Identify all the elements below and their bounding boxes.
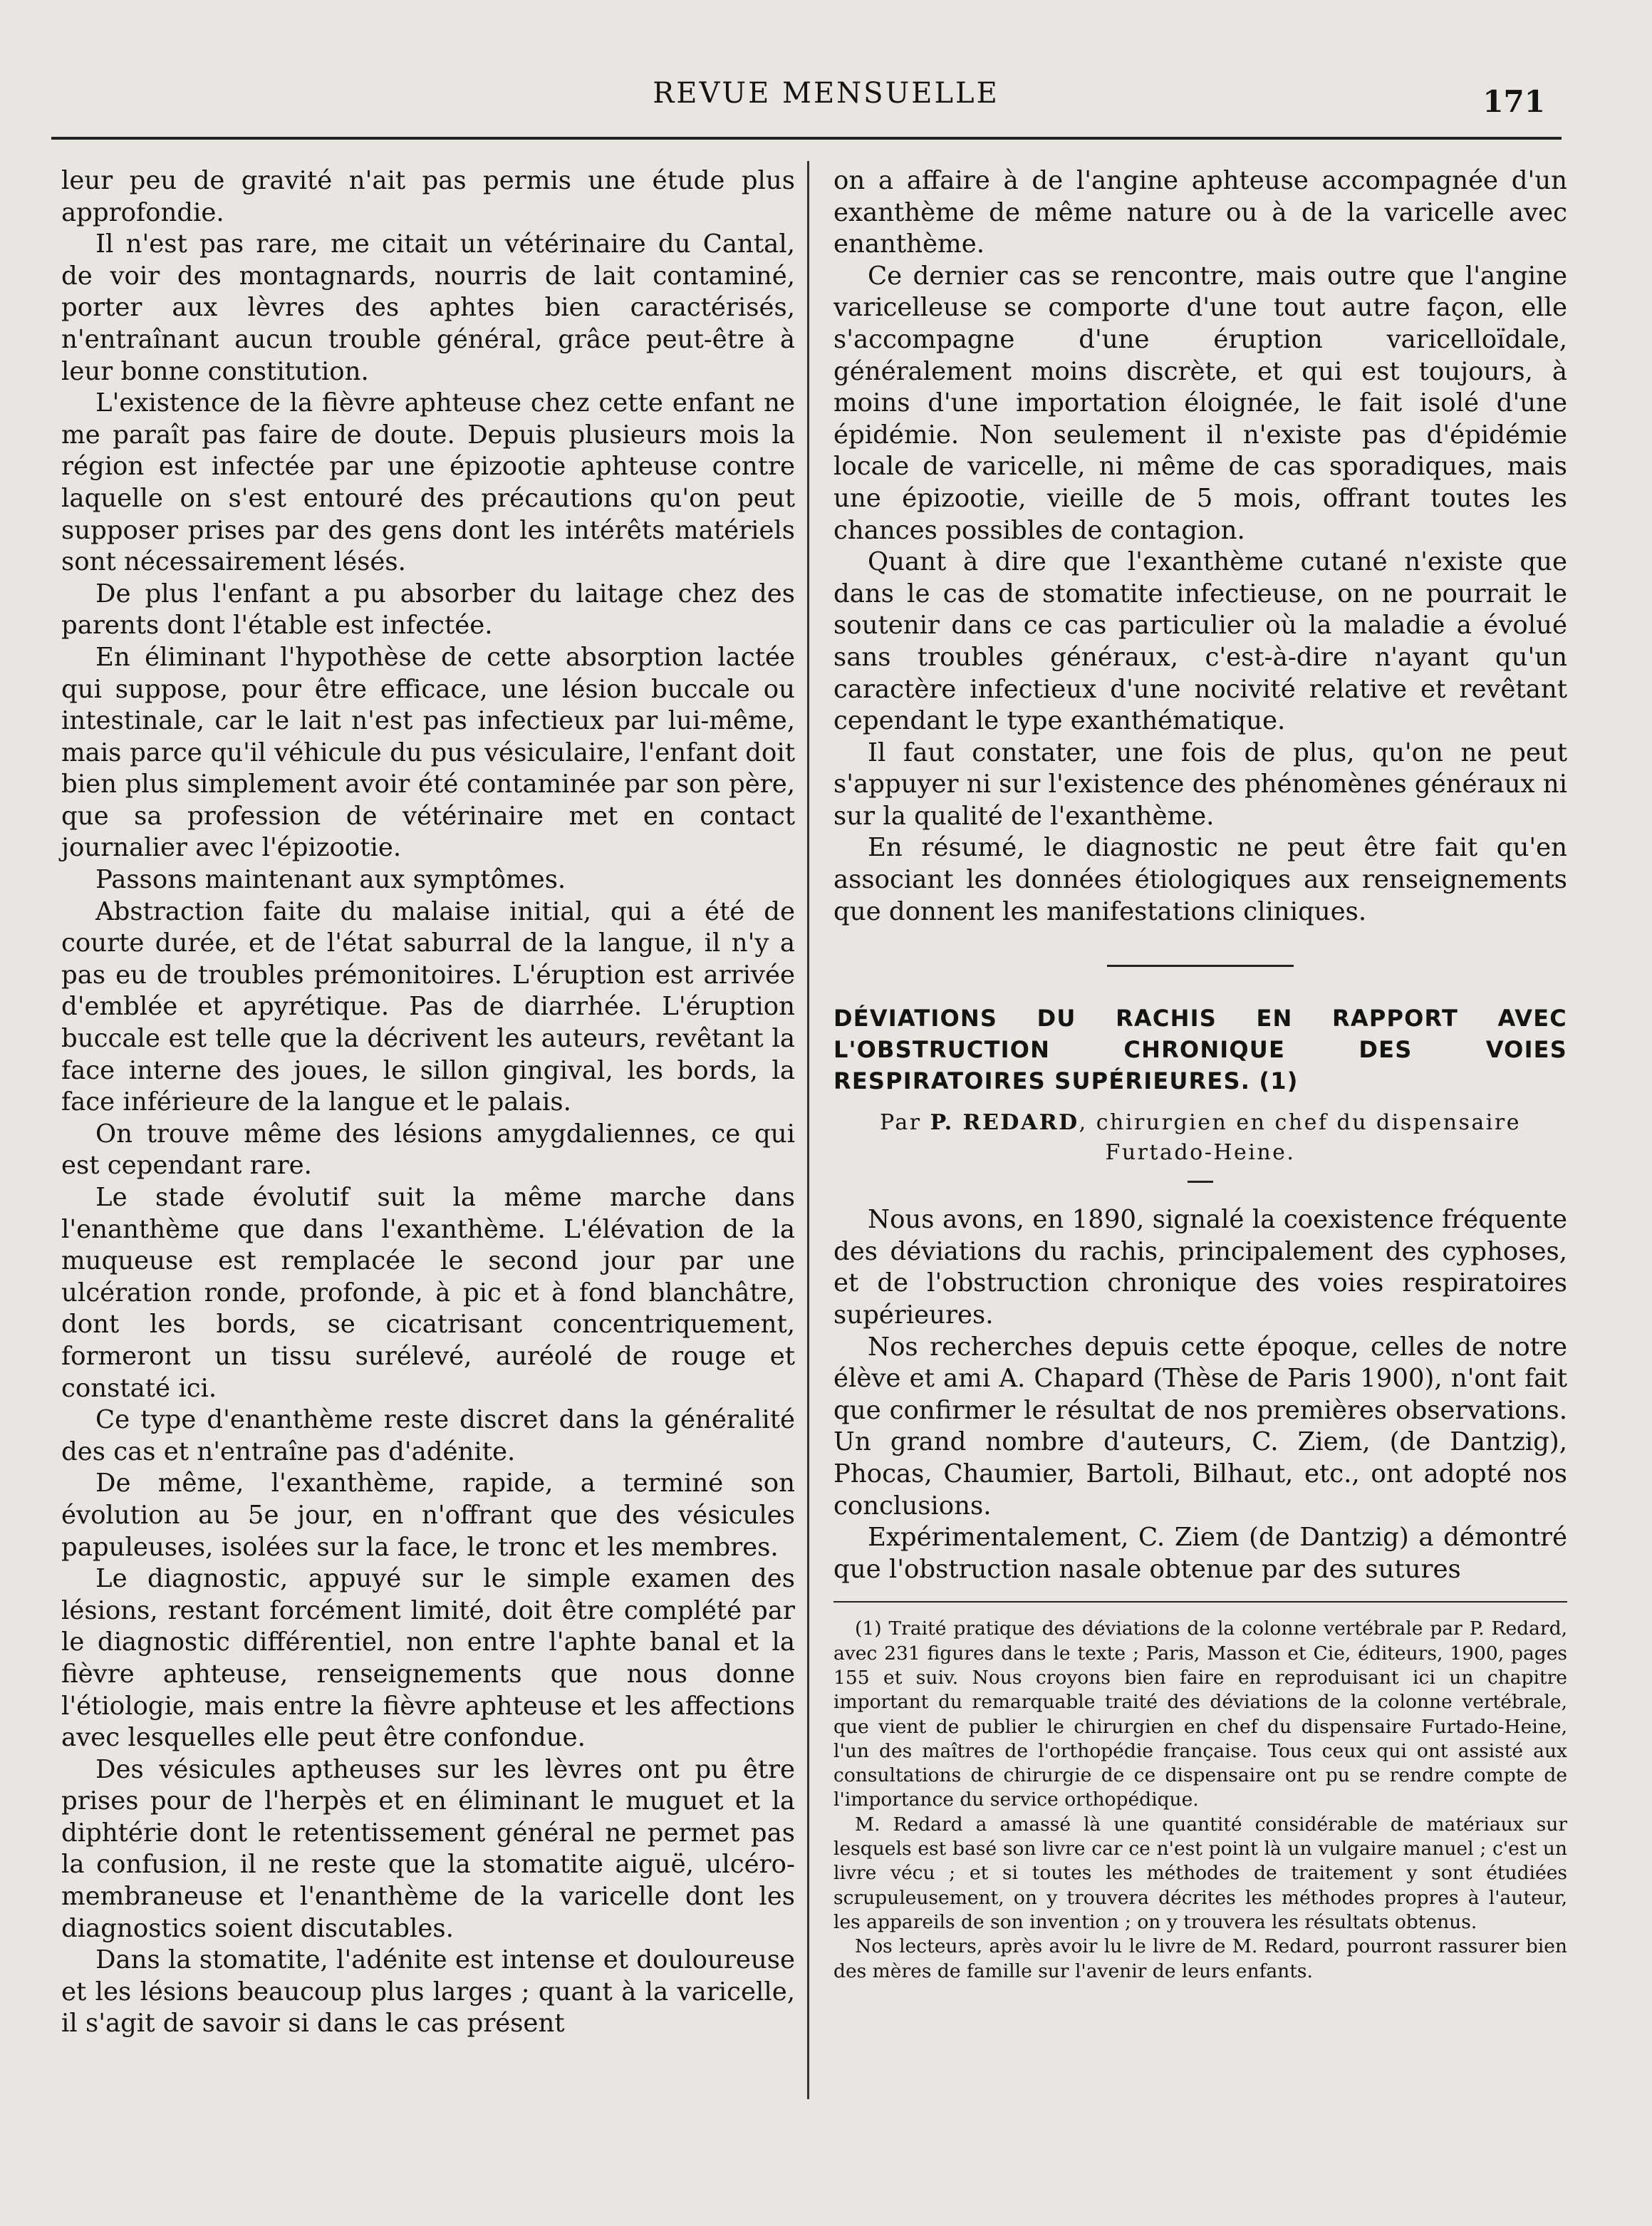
paragraph: Abstraction faite du malaise initial, qui a été de courte durée, et de l'état saburral de la langue, il n'y a pas eu de troubles prémonitoires. L'éruption est arrivée d'emblée et apyrétique. Pas de diarrhée. L'éruption buccale est telle que la décrivent les auteurs, revêtant la face interne des joues, le sillon gingival, les bords, la face inférieure de la langue et le palais. bbox=[61, 896, 795, 1117]
column-divider bbox=[807, 161, 809, 2099]
paragraph: Nos recherches depuis cette époque, celles de notre élève et ami A. Chapard (Thèse de Paris 1900), n'ont fait que confirmer le résultat de nos premières observations. Un grand nombre d'auteurs, C. Ziem, (de Dantzig), Phocas, Chaumier, Bartoli, Bilhaut, etc., ont adopté nos conclusions. bbox=[833, 1332, 1567, 1521]
author-affiliation: , chirurgien en chef du dispensaire Furtado-Heine. bbox=[1079, 1110, 1521, 1166]
paragraph: Dans la stomatite, l'adénite est intense et douloureuse et les lésions beaucoup plus larges ; quant à la varicelle, il s'agit de savoir si dans le cas présent bbox=[61, 1945, 795, 2039]
paragraph: on a affaire à de l'angine aphteuse accompagnée d'un exanthème de même nature ou à de la varicelle avec enanthème. bbox=[833, 166, 1567, 259]
left-column bbox=[61, 165, 795, 2040]
header-rule bbox=[51, 137, 1562, 140]
byline-dash bbox=[1188, 1181, 1213, 1183]
right-column bbox=[833, 165, 1567, 1984]
running-header: REVUE MENSUELLE bbox=[653, 77, 999, 110]
author-byline bbox=[833, 1108, 1567, 1168]
paragraph: leur peu de gravité n'ait pas permis une étude plus approfondie. bbox=[61, 166, 795, 227]
paragraph: On trouve même des lésions amygdaliennes, ce qui est cependant rare. bbox=[61, 1119, 795, 1181]
author-name: P. REDARD bbox=[930, 1110, 1079, 1136]
footnote-rule bbox=[833, 1601, 1567, 1603]
paragraph: Ce dernier cas se rencontre, mais outre que l'angine varicelleuse se comporte d'une tout autre façon, elle s'accompagne d'une éruption varicelloïdale, généralement moins discrète, et qui est toujours, à moins d'une importation éloignée, le fait isolé d'une épidémie. Non seulement il n'existe pas d'épidémie locale de varicelle, ni même de cas sporadiques, mais une épizootie, vieille de 5 mois, offrant toutes les chances possibles de contagion. bbox=[833, 261, 1567, 545]
paragraph: Quant à dire que l'exanthème cutané n'existe que dans le cas de stomatite infectieuse, on ne pourrait le soutenir dans ce cas particulier où la maladie a évolué sans troubles généraux, c'est-à-dire n'ayant qu'un caractère infectieux d'une nocivité relative et revêtant cependant le type exanthématique. bbox=[833, 547, 1567, 736]
paragraph: L'existence de la fièvre aphteuse chez cette enfant ne me paraît pas faire de doute. Depuis plusieurs mois la région est infectée par une épizootie aphteuse contre laquelle on s'est entouré des précautions qu'on peut supposer prises par des gens dont les intérêts matériels sont nécessairement lésés. bbox=[61, 388, 795, 577]
paragraph: Le stade évolutif suit la même marche dans l'enanthème que dans l'exanthème. L'élévation de la muqueuse est remplacée le second jour par une ulcération ronde, profonde, à pic et à fond blanchâtre, dont les bords, se cicatrisant concentriquement, formeront un tissu surélevé, auréolé de rouge et constaté ici. bbox=[61, 1183, 795, 1403]
paragraph: Il n'est pas rare, me citait un vétérinaire du Cantal, de voir des montagnards, nourris de lait contaminé, porter aux lèvres des aphtes bien caractérisés, n'entraînant aucun trouble général, grâce peut-être à leur bonne constitution. bbox=[61, 229, 795, 386]
paragraph: En éliminant l'hypothèse de cette absorption lactée qui suppose, pour être efficace, une lésion buccale ou intestinale, car le lait n'est pas infectieux par lui-même, mais parce qu'il véhicule du pus vésiculaire, l'enfant doit bien plus simplement avoir été contaminée par son père, que sa profession de vétérinaire met en contact journalier avec l'épizootie. bbox=[61, 642, 795, 863]
footnote: (1) Traité pratique des déviations de la colonne vertébrale par P. Redard, avec 231 figures dans le texte ; Paris, Masson et Cie, éditeurs, 1900, pages 155 et suiv. Nous croyons bien faire en reproduisant ici un chapitre important du remarquable traité des déviations de la colonne vertébrale, que vient de publier le chirurgien en chef du dispensaire Furtado-Heine, l'un des maîtres de l'orthopédie française. Tous ceux qui ont assisté aux consultations de chirurgie de ce dispensaire ont pu se rendre compte de l'importance du service orthopédique. bbox=[833, 1617, 1567, 1811]
paragraph: De plus l'enfant a pu absorber du laitage chez des parents dont l'étable est infectée. bbox=[61, 579, 795, 641]
paragraph: Expérimentalement, C. Ziem (de Dantzig) a démontré que l'obstruction nasale obtenue par des sutures bbox=[833, 1523, 1567, 1584]
section-separator bbox=[1107, 965, 1294, 967]
article-title: DÉVIATIONS DU RACHIS EN RAPPORT AVEC L'OBSTRUCTION CHRONIQUE DES VOIES RESPIRATOIRES SUPÉRIEURES. (1) bbox=[833, 1005, 1567, 1095]
paragraph: Ce type d'enanthème reste discret dans la généralité des cas et n'entraîne pas d'adénite. bbox=[61, 1405, 795, 1466]
paragraph: Passons maintenant aux symptômes. bbox=[95, 865, 566, 895]
paragraph: Nous avons, en 1890, signalé la coexistence fréquente des déviations du rachis, principalement des cyphoses, et de l'obstruction chronique des voies respiratoires supérieures. bbox=[833, 1205, 1567, 1330]
footnote: Nos lecteurs, après avoir lu le livre de M. Redard, pourront rassurer bien des mères de famille sur l'avenir de leurs enfants. bbox=[833, 1935, 1567, 1982]
paragraph: Des vésicules aptheuses sur les lèvres ont pu être prises pour de l'herpès et en éliminant le muguet et la diphtérie dont le retentissement général ne permet pas la confusion, il ne reste que la stomatite aiguë, ulcéro-membraneuse et l'enanthème de la varicelle dont les diagnostics soient discutables. bbox=[61, 1754, 795, 1943]
footnote: M. Redard a amassé là une quantité considérable de matériaux sur lesquels est basé son livre car ce n'est point là un vulgaire manuel ; c'est un livre vécu ; et si toutes les méthodes de traitement y sont étudiées scrupuleusement, on y trouvera décrites les méthodes propres à l'auteur, les appareils de son invention ; on y trouvera les résultats obtenus. bbox=[833, 1813, 1567, 1933]
paragraph: En résumé, le diagnostic ne peut être fait qu'en associant les données étiologiques aux renseignements que donnent les manifestations cliniques. bbox=[833, 833, 1567, 926]
paragraph: Il faut constater, une fois de plus, qu'on ne peut s'appuyer ni sur l'existence des phénomènes généraux ni sur la qualité de l'exanthème. bbox=[833, 737, 1567, 831]
author-prefix: Par bbox=[880, 1110, 922, 1136]
paragraph: De même, l'exanthème, rapide, a terminé son évolution au 5e jour, en n'offrant que des vésicules papuleuses, isolées sur la face, le tronc et les membres. bbox=[61, 1469, 795, 1562]
page-number: 171 bbox=[1482, 84, 1545, 119]
footnotes bbox=[833, 1617, 1567, 1983]
paragraph: Le diagnostic, appuyé sur le simple examen des lésions, restant forcément limité, doit être complété par le diagnostic différentiel, non entre l'aphte banal et la fièvre aphteuse, renseignements que nous donne l'étiologie, mais entre la fièvre aphteuse et les affections avec lesquelles elle peut être confondue. bbox=[61, 1564, 795, 1753]
